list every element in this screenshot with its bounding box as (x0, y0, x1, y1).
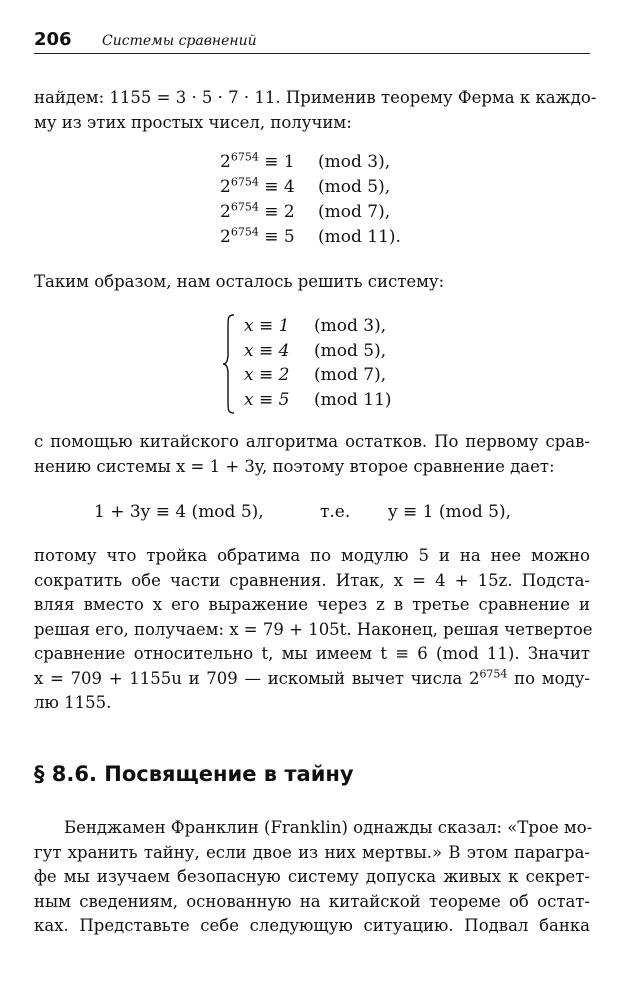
paragraph-4 (34, 544, 593, 716)
text-line: Бенджамен Франклин (Franklin) однажды сказал: «Трое мо- (64, 818, 593, 837)
text-line: фе мы изучаем безопасную систему допуска живых к секрет- (34, 867, 590, 886)
paragraph-3 (34, 430, 590, 479)
congruence-row: $2^{6754} \equiv 5$ (mod 11). (220, 225, 401, 247)
congruence-row: $2^{6754} \equiv 2$ (mod 7), (220, 200, 391, 222)
paragraph-2 (34, 270, 590, 295)
system-row: x ≡ 2 (mod 7), (244, 365, 387, 385)
text-line: лю 1155. (34, 693, 112, 712)
formula-middle: т.е. (320, 502, 351, 522)
header-rule (34, 53, 590, 54)
system-row: x ≡ 4 (mod 5), (244, 340, 387, 361)
text-line: сравнение относительно t, мы имеем t ≡ 6 (mod 11). Значит (34, 644, 590, 663)
congruence-row: $2^{6754} \equiv 4$ (mod 5), (220, 175, 391, 197)
congruence-row: $2^{6754} \equiv 1$ (mod 3), (220, 150, 391, 172)
running-head: Системы сравнений (102, 33, 257, 49)
formula-right: y ≡ 1 (mod 5), (388, 502, 512, 522)
system-row: x ≡ 5 (mod 11) (244, 389, 392, 410)
text-line: вляя вместо x его выражение через z в третье сравнение и (34, 595, 590, 614)
formula-left: 1 + 3y ≡ 4 (mod 5), (94, 502, 264, 522)
text-line: му из этих простых чисел, получим: (34, 112, 352, 132)
page-header (34, 30, 590, 54)
text-line: сократить обе части сравнения. Итак, x = 4 + 15z. Подста- (34, 570, 590, 590)
text-line: x = 709 + 1155u и 709 — искомый вычет числа $2^{6754}$ по моду- (34, 667, 590, 688)
text-line: гут хранить тайну, если двое из них мертвы.» В этом паpагра- (34, 842, 590, 862)
text-line: решая его, получаем: x = 79 + 105t. Наконец, решая четвертое (34, 619, 593, 639)
text-line: нению системы x = 1 + 3y, поэтому второе сравнение дает: (34, 456, 555, 476)
left-brace-icon (222, 314, 236, 414)
text-line: потому что тройка обратима по модулю 5 и на нее можно (34, 546, 590, 565)
text-line: ках. Представьте себе следующую ситуацию. Подвал банка (34, 916, 590, 935)
paragraph-1 (34, 86, 597, 135)
text-line: найдем: 1155 = 3 · 5 · 7 · 11. Применив теорему Ферма к каждо- (34, 88, 597, 107)
fermat-congruences (220, 150, 401, 250)
text-line: Таким образом, нам осталось решить систему: (34, 272, 445, 291)
section-title: § 8.6. Посвящение в тайну (34, 762, 354, 786)
text-line: с помощью китайского алгоритма остатков. По первому срав- (34, 432, 590, 451)
page-number: 206 (34, 29, 72, 50)
system-row: x ≡ 1 (mod 3), (244, 316, 387, 336)
paragraph-5 (34, 816, 593, 939)
text-line: ным сведениям, основанную на китайской теореме об остат- (34, 891, 590, 911)
